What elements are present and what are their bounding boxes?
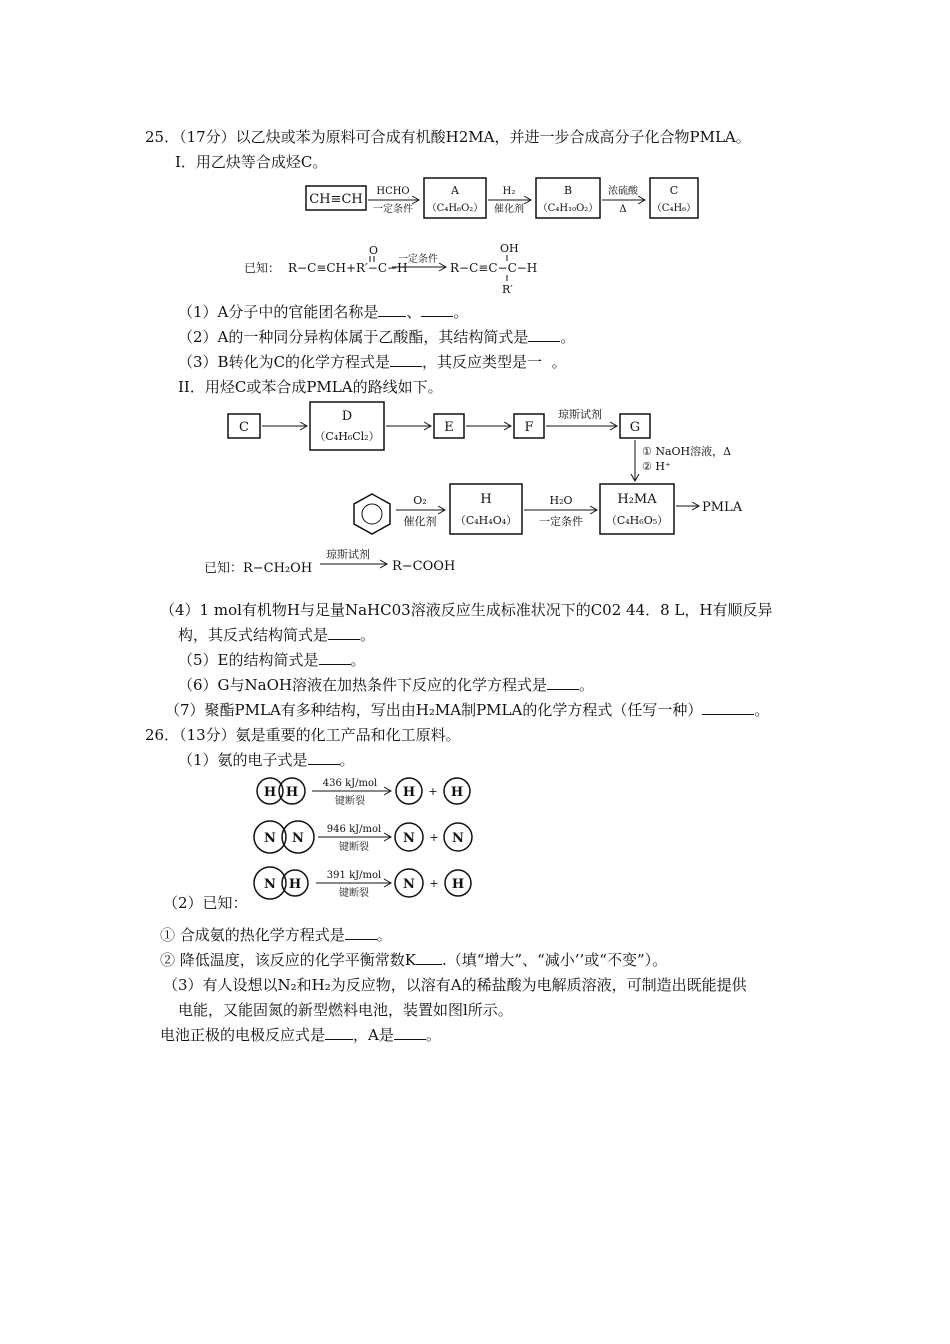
- answer-blank[interactable]: [702, 714, 754, 715]
- bond-energy-diagram: [250, 775, 485, 905]
- known2-label: 已知：R−CH₂OH: [204, 561, 313, 576]
- answer-blank[interactable]: [378, 316, 406, 317]
- route2-d-formula: （C₄H₆Cl₂）: [314, 430, 380, 443]
- answer-blank[interactable]: [328, 639, 360, 640]
- svg-text:+: +: [429, 877, 439, 890]
- svg-text:N: N: [403, 831, 415, 846]
- answer-blank[interactable]: [421, 316, 453, 317]
- route1-r1-top: HCHO: [376, 186, 410, 197]
- svg-text:键断裂: 键断裂: [339, 888, 369, 899]
- svg-text:H: H: [288, 877, 302, 892]
- route1-start: CH≡CH: [309, 192, 363, 207]
- answer-blank[interactable]: [390, 366, 422, 367]
- route2-c: C: [239, 420, 249, 435]
- answer-blank[interactable]: [345, 939, 377, 940]
- q25-part1-title: I．用乙炔等合成烃C。: [175, 153, 328, 171]
- q26-q2-1: ① 合成氨的热化学方程式是 。: [160, 926, 392, 944]
- svg-text:N: N: [292, 831, 304, 846]
- q25-q2: （2）A的一种同分异构体属于乙酸酯，其结构简式是 。: [178, 328, 576, 346]
- q25-part2-title: II．用烃C或苯合成PMLA的路线如下。: [178, 378, 443, 396]
- answer-blank[interactable]: [394, 1039, 426, 1040]
- route2-o2: O₂: [413, 494, 427, 507]
- route2-h2ma-name: H₂MA: [617, 492, 657, 507]
- q26-q3a: （3）有人设想以N₂和H₂为反应物，以溶有A的稀盐酸为电解质溶液，可制造出既能提供: [163, 976, 747, 994]
- route2-pmla: PMLA: [702, 500, 743, 515]
- route2-f: F: [524, 420, 534, 435]
- svg-text:H: H: [402, 785, 416, 800]
- svg-text:H: H: [451, 877, 465, 892]
- svg-text:N: N: [452, 831, 464, 846]
- known1-oh: OH: [500, 242, 519, 255]
- route1-c-name: C: [669, 184, 679, 197]
- route1-a-formula: （C₄H₆O₂）: [426, 203, 484, 214]
- route1-r2-bottom: 催化剂: [494, 204, 524, 215]
- q26-q2: （2）已知：: [163, 894, 248, 912]
- svg-text:H: H: [285, 785, 299, 800]
- route2-g: G: [629, 420, 641, 435]
- route2-e: E: [444, 420, 454, 435]
- route2-h2ma-formula: （C₄H₆O₅）: [605, 514, 669, 527]
- svg-text:+: +: [429, 831, 439, 844]
- route2-h-formula: （C₄H₄O₄）: [454, 514, 518, 527]
- route2-h-name: H: [480, 492, 492, 507]
- q26-title: 26．（13分）氨是重要的化工产品和化工原料。: [145, 726, 461, 744]
- svg-text:+: +: [428, 785, 438, 798]
- svg-text:H: H: [450, 785, 464, 800]
- bond-energy-nn: 946 kJ/mol: [326, 824, 382, 835]
- route2-h2o: H₂O: [549, 494, 573, 507]
- known2-arrow-label: 琼斯试剂: [326, 548, 370, 561]
- route2-fg-label: 琼斯试剂: [558, 408, 602, 421]
- q26-q2-2: ② 降低温度，该反应的化学平衡常数K .（填“增大”、“减小’’或“不变”）。: [160, 951, 668, 969]
- bond-energy-hh: 436 kJ/mol: [322, 778, 378, 789]
- known1-label: 已知：: [244, 261, 281, 275]
- route2-d-name: D: [341, 409, 353, 424]
- answer-blank[interactable]: [528, 341, 560, 342]
- q25-q4a: （4）1 mol有机物H与足量NaHC03溶液反应生成标准状况下的C02 44．8 L，H有顺反异: [160, 601, 773, 619]
- route2-g-down1: ① NaOH溶液，Δ: [642, 445, 732, 458]
- benzene-icon: [354, 494, 390, 534]
- svg-text:键断裂: 键断裂: [339, 842, 369, 853]
- q25-q4b: 构，其反式结构简式是 。: [178, 626, 376, 644]
- route2-diagram: [200, 398, 760, 584]
- q25-title: 25．（17分）以乙炔或苯为原料可合成有机酸H2MA，并进一步合成高分子化合物PMLA。: [145, 128, 751, 146]
- svg-text:N: N: [264, 831, 276, 846]
- bond-energy-nh: 391 kJ/mol: [326, 870, 382, 881]
- bond-row-nn: [254, 821, 472, 853]
- route1-b-formula: （C₄H₁₀O₂）: [537, 203, 599, 214]
- q25-q6: （6）G与NaOH溶液在加热条件下反应的化学方程式是 。: [178, 676, 594, 694]
- route1-diagram: [300, 174, 705, 224]
- answer-blank[interactable]: [308, 764, 340, 765]
- svg-text:键断裂: 键断裂: [335, 796, 365, 807]
- svg-text:H: H: [263, 785, 277, 800]
- q25-q3: （3）B转化为C的化学方程式是 ，其反应类型是一 。: [178, 353, 567, 371]
- q25-q5: （5）E的结构简式是 。: [178, 651, 366, 669]
- route1-c-formula: （C₄H₆）: [651, 203, 697, 214]
- known1-arrow-label: 一定条件: [398, 254, 438, 265]
- answer-blank[interactable]: [547, 689, 579, 690]
- route2-cat: 催化剂: [403, 515, 437, 528]
- known1-right: R−C≡C−C−H: [450, 261, 538, 275]
- bond-row-nh: [254, 867, 471, 899]
- route1-a-name: A: [451, 184, 459, 197]
- answer-blank[interactable]: [325, 1039, 353, 1040]
- answer-blank[interactable]: [416, 964, 442, 965]
- known1-r-prime: R′: [502, 283, 513, 296]
- svg-text:N: N: [403, 877, 415, 892]
- q25-q1: （1）A分子中的官能团名称是 、 。: [178, 303, 469, 321]
- q26-q3c: 电池正极的电极反应式是 ，A是 。: [160, 1026, 441, 1044]
- route1-r2-top: H₂: [502, 186, 516, 197]
- q26-q1: （1）氨的电子式是 。: [178, 751, 355, 769]
- bond-row-hh: [257, 778, 470, 807]
- known1-left: R−C≡CH+R′−C−H: [288, 261, 408, 275]
- known2-right: R−COOH: [392, 559, 456, 574]
- known1-o-atom: O: [369, 244, 379, 257]
- q26-q3b: 电能，又能固氮的新型燃料电池，装置如图l所示。: [178, 1001, 513, 1019]
- route1-r3-top: 浓硫酸: [608, 186, 638, 197]
- q25-q7: （7）聚酯PMLA有多种结构，写出由H₂MA制PMLA的化学方程式（任写一种） 。: [165, 701, 770, 719]
- route2-g-down2: ② H⁺: [642, 460, 671, 473]
- known1-diagram: [240, 240, 540, 296]
- route2-cond: 一定条件: [539, 515, 583, 528]
- route1-r3-bottom: Δ: [619, 204, 627, 215]
- route1-r1-bottom: 一定条件: [373, 204, 413, 215]
- route1-b-name: B: [563, 184, 573, 197]
- svg-text:N: N: [264, 877, 276, 892]
- answer-blank[interactable]: [319, 664, 351, 665]
